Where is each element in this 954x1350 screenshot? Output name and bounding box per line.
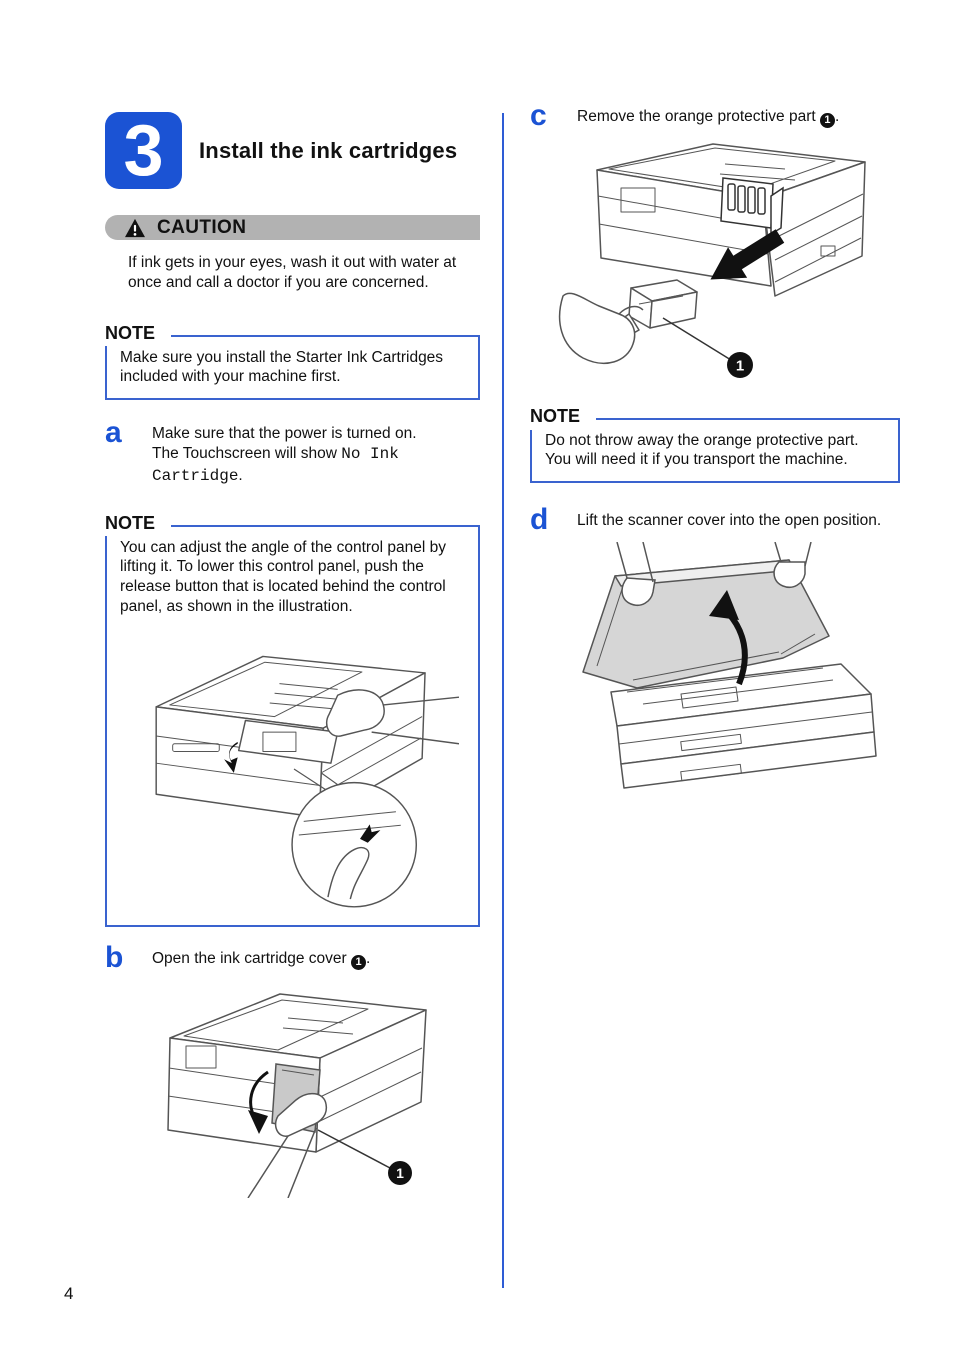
page-number: 4: [64, 1284, 74, 1303]
step-d-letter: d: [530, 503, 549, 537]
hand-right: [774, 542, 811, 587]
callout-1-badge: 1: [351, 955, 366, 970]
step-a-line3-suffix: .: [238, 466, 243, 484]
note-line: Make sure you install the Starter Ink Cartridges: [120, 348, 444, 366]
callout-1-badge: 1: [820, 113, 835, 128]
figure-remove-protective-part: [535, 136, 895, 388]
figure-open-ink-cover: [137, 980, 449, 1198]
magnifier-circle: [292, 783, 416, 907]
section-header: [105, 112, 480, 189]
step-a-letter: a: [105, 416, 122, 449]
touchscreen-message: No Ink: [341, 445, 399, 464]
figure-adjust-control-panel: [129, 624, 459, 914]
note-line: You will need it if you transport the machine.: [545, 451, 848, 469]
note-label: NOTE: [530, 407, 596, 430]
touchscreen-message: Cartridge: [152, 466, 239, 485]
step-a-line1: Make sure that the power is turned on.: [152, 425, 417, 442]
step-d: [530, 503, 900, 537]
left-column: [105, 112, 480, 1198]
note-line: Do not throw away the orange protective part.: [545, 431, 859, 449]
section-title: Install the ink cartridges: [199, 137, 458, 163]
note-line: lifting it. To lower this control panel, push the: [120, 558, 424, 576]
caution-line: If ink gets in your eyes, wash it out with water at: [128, 254, 457, 271]
callout-leader: [318, 1130, 390, 1168]
step-a-text: [152, 422, 417, 487]
callout-1-badge: [727, 352, 753, 378]
step-a: [105, 416, 480, 487]
figure-lift-scanner-cover: [531, 542, 899, 800]
step-c-text: [577, 105, 839, 128]
note-keep-protective-part: [530, 405, 900, 483]
note-body: [120, 538, 468, 617]
column-divider: [502, 113, 504, 1288]
right-column: [530, 99, 900, 800]
step-b-instruction: Open the ink cartridge cover: [152, 950, 352, 968]
step-a-line3: [152, 466, 417, 487]
note-body: [545, 431, 888, 470]
step-a-line2-text: The Touchscreen will show: [152, 445, 342, 463]
note-line: panel, as shown in the illustration.: [120, 597, 353, 615]
step-c-suffix: .: [834, 108, 840, 125]
step-c-letter: c: [530, 99, 547, 132]
step-b-suffix: .: [366, 950, 371, 968]
step-c: [530, 99, 900, 132]
section-number-badge: [105, 112, 182, 189]
caution-banner: [105, 215, 480, 240]
callout-number: 1: [395, 1165, 404, 1182]
note-label: NOTE: [105, 514, 171, 537]
step-c-instruction: Remove the orange protective part: [577, 108, 820, 125]
step-a-line2: [152, 444, 417, 465]
note-starter-cartridges: [105, 322, 480, 400]
note-label: NOTE: [105, 324, 171, 347]
step-d-text: [577, 509, 881, 531]
note-line: included with your machine first.: [120, 368, 341, 386]
step-d-instruction: Lift the scanner cover into the open position.: [577, 512, 882, 530]
caution-text: [128, 253, 480, 293]
note-control-panel: [105, 512, 480, 928]
note-body: [120, 348, 468, 387]
note-line: You can adjust the angle of the control panel by: [120, 538, 447, 556]
callout-leader: [663, 318, 731, 360]
step-b-letter: b: [105, 941, 124, 975]
note-line: release button that is located behind the control: [120, 578, 446, 596]
step-b-text: [152, 947, 370, 970]
section-number: 3: [123, 110, 164, 191]
caution-label: CAUTION: [157, 216, 247, 238]
callout-1-badge: [388, 1161, 412, 1185]
warning-icon: [124, 218, 146, 238]
callout-number: 1: [735, 357, 745, 375]
caution-line: once and call a doctor if you are concerned.: [128, 273, 429, 291]
step-b: [105, 941, 480, 975]
